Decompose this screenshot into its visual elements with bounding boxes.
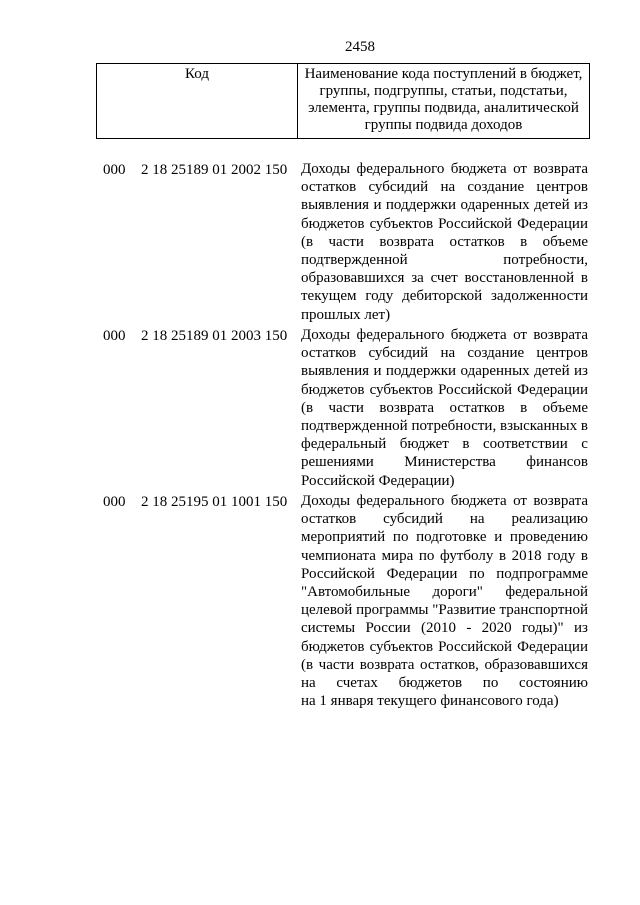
description-line: бюджетов субъектов Российской Федерации xyxy=(301,381,588,398)
description-line: Доходы федерального бюджета от возврата xyxy=(301,493,588,509)
description-line: решениями Министерства финансов xyxy=(301,454,588,471)
admin-code: 000 xyxy=(103,494,126,510)
description-line: на счетах бюджетов по состоянию xyxy=(301,675,588,692)
row-description xyxy=(301,492,588,710)
row-description xyxy=(301,326,588,490)
header-name-column xyxy=(298,64,589,138)
description-line: Российской Федерации по подпрограмме xyxy=(301,565,588,582)
description-line: прошлых лет) xyxy=(301,306,391,323)
admin-code: 000 xyxy=(103,328,126,344)
description-line: подтвержденной потребности, xyxy=(301,252,588,269)
description-line: системы России (2010 - 2020 годы)" из xyxy=(301,620,588,637)
description-line: выявления и поддержки одаренных детей из xyxy=(301,363,588,380)
description-line: Российской Федерации) xyxy=(301,472,455,489)
description-line: остатков субсидий на создание центров xyxy=(301,179,588,196)
header-name-line: группы, подгруппы, статьи, подстатьи, xyxy=(319,83,568,99)
header-name-line: Наименование кода поступлений в бюджет, xyxy=(304,66,583,82)
description-line: остатков субсидий на создание центров xyxy=(301,345,588,362)
header-name-line: группы подвида доходов xyxy=(364,117,523,133)
description-line: Доходы федерального бюджета от возврата xyxy=(301,161,588,177)
row-description xyxy=(301,160,588,324)
header-table xyxy=(96,63,590,139)
description-line: на 1 января текущего финансового года) xyxy=(301,693,559,710)
description-line: целевой программы "Развитие транспортной xyxy=(301,602,588,619)
description-line: (в части возврата остатков в объеме xyxy=(301,399,588,416)
description-line: остатков субсидий на реализацию xyxy=(301,511,588,528)
kbk-code: 2 18 25195 01 1001 150 xyxy=(141,494,288,510)
description-line: бюджетов субъектов Российской Федерации xyxy=(301,215,588,232)
description-line: Доходы федерального бюджета от возврата xyxy=(301,327,588,343)
header-code-column: Код xyxy=(97,64,298,138)
description-line: выявления и поддержки одаренных детей из xyxy=(301,197,588,214)
description-line: чемпионата мира по футболу в 2018 году в xyxy=(301,547,588,564)
description-line: (в части возврата остатков, образовавшихся xyxy=(301,656,588,673)
description-line: (в части возврата остатков в объеме xyxy=(301,233,588,250)
description-line: "Автомобильные дороги" федеральной xyxy=(301,584,588,601)
page-number: 2458 xyxy=(345,39,375,55)
header-name-line: элемента, группы подвида, аналитической xyxy=(308,100,579,116)
kbk-code: 2 18 25189 01 2002 150 xyxy=(141,162,288,178)
description-line: подтвержденной потребности, взысканных в xyxy=(301,418,588,435)
description-line: образовавшихся за счет восстановленной в xyxy=(301,270,588,287)
description-line: текущем году дебиторской задолженности xyxy=(301,288,588,305)
description-line: бюджетов субъектов Российской Федерации xyxy=(301,638,588,655)
description-line: федеральный бюджет в соответствии с xyxy=(301,436,588,453)
admin-code: 000 xyxy=(103,162,126,178)
description-line: мероприятий по подготовке и проведению xyxy=(301,529,588,546)
kbk-code: 2 18 25189 01 2003 150 xyxy=(141,328,288,344)
